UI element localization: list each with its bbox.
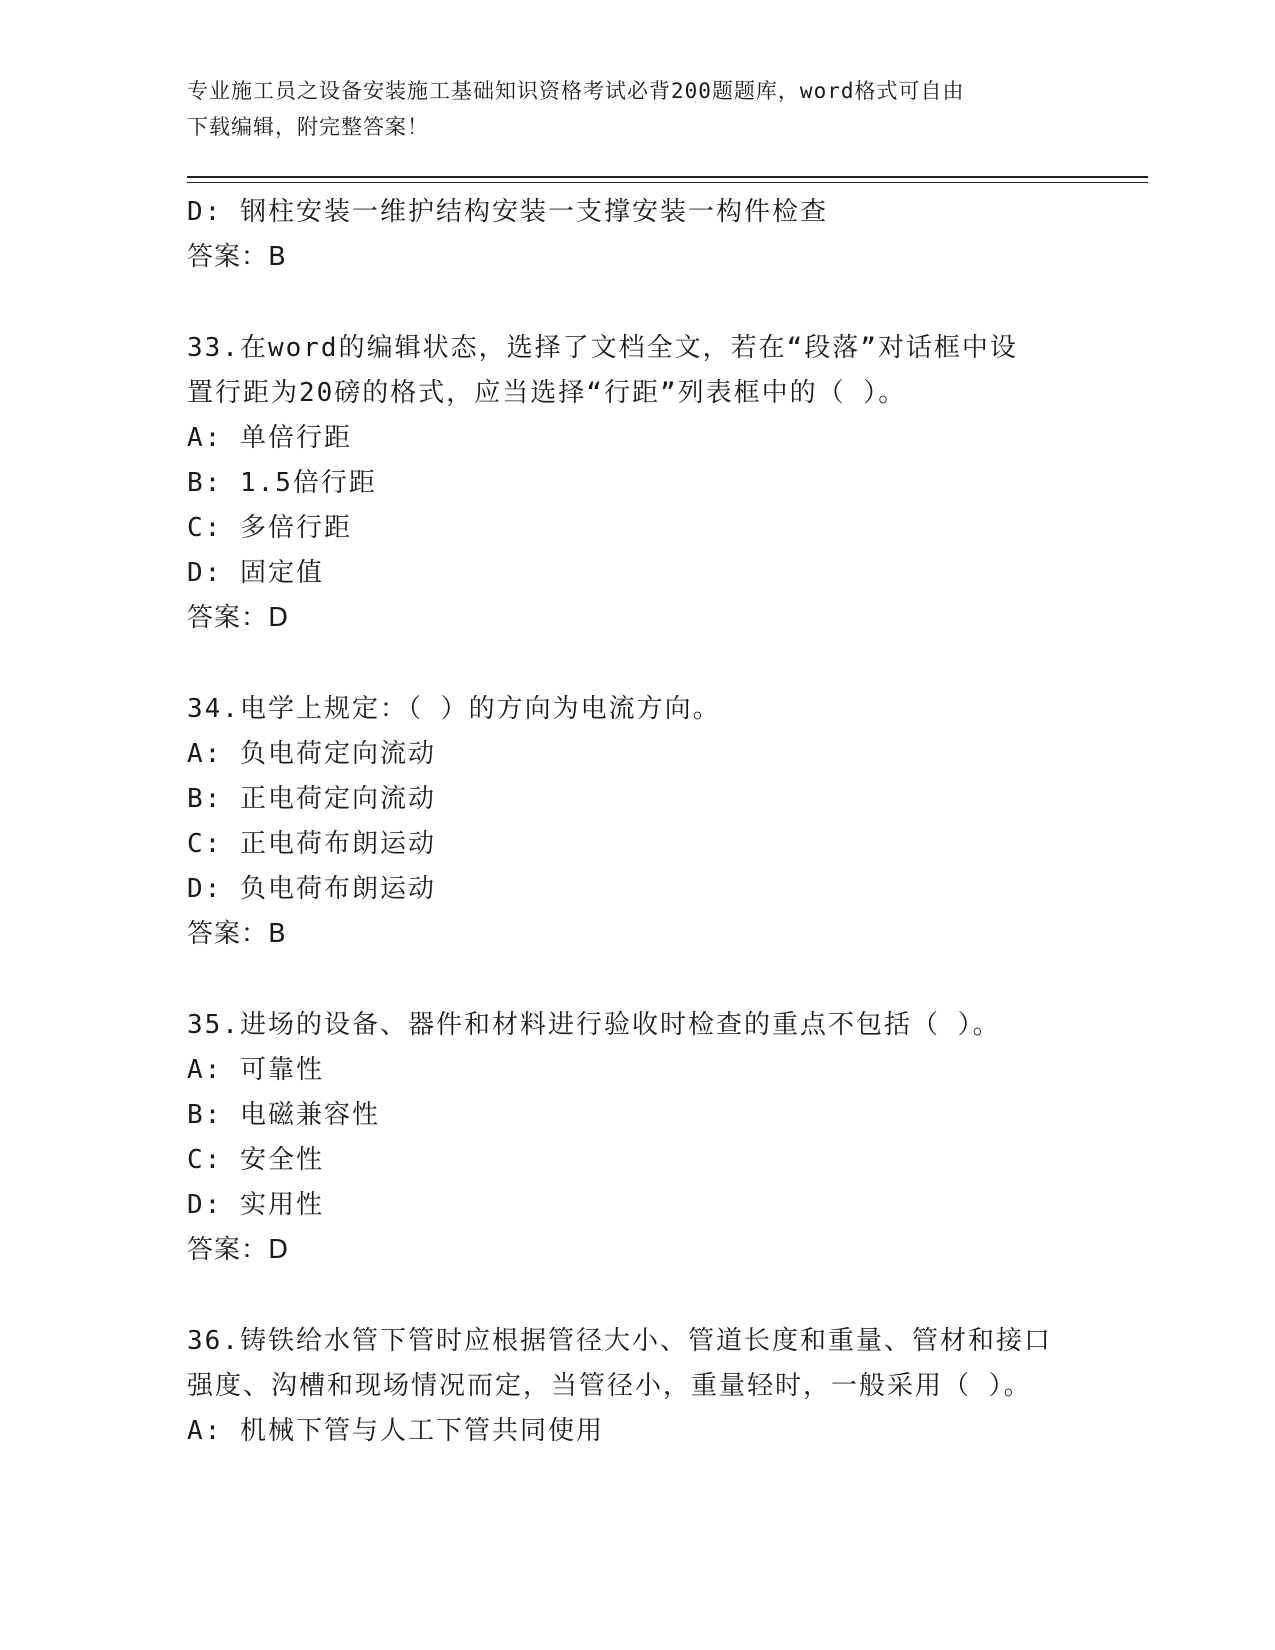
question-text-line: 35.进场的设备、器件和材料进行验收时检查的重点不包括（ ）。 bbox=[187, 1010, 1001, 1040]
option-a: A: 可靠性 bbox=[187, 1055, 324, 1085]
answer: 答案：B bbox=[187, 919, 287, 949]
answer: 答案：D bbox=[187, 1235, 290, 1265]
header-divider-thin bbox=[187, 182, 1148, 183]
question-text-line: 33.在word的编辑状态，选择了文档全文，若在“段落”对话框中设 bbox=[187, 333, 1018, 363]
q32-option-d: D: 钢柱安装一维护结构安装一支撑安装一构件检查 bbox=[187, 197, 828, 227]
question-spacer bbox=[187, 957, 1087, 1003]
question-text-line: 强度、沟槽和现场情况而定，当管径小，重量轻时，一般采用（ ）。 bbox=[187, 1371, 1032, 1401]
option-b: B: 正电荷定向流动 bbox=[187, 784, 436, 814]
answer: 答案：D bbox=[187, 603, 290, 633]
option-b: B: 1.5倍行距 bbox=[187, 468, 377, 498]
question-text-line: 置行距为20磅的格式，应当选择“行距”列表框中的（ ）。 bbox=[187, 378, 907, 408]
option-a: A: 机械下管与人工下管共同使用 bbox=[187, 1416, 604, 1446]
header-line-1: 专业施工员之设备安装施工基础知识资格考试必背200题题库，word格式可自由 bbox=[187, 79, 965, 103]
document-body bbox=[187, 190, 1087, 1454]
option-c: C: 安全性 bbox=[187, 1145, 324, 1175]
option-d: D: 实用性 bbox=[187, 1190, 324, 1220]
option-b: B: 电磁兼容性 bbox=[187, 1100, 380, 1130]
question-34 bbox=[187, 687, 1087, 957]
header-divider-thick bbox=[187, 176, 1148, 178]
question-spacer bbox=[187, 1273, 1087, 1319]
document-header bbox=[187, 73, 1067, 145]
question-36 bbox=[187, 1319, 1087, 1454]
question-35 bbox=[187, 1003, 1087, 1273]
question-text-line: 36.铸铁给水管下管时应根据管径大小、管道长度和重量、管材和接口 bbox=[187, 1326, 1052, 1356]
q32-answer: 答案：B bbox=[187, 242, 287, 272]
header-line-2: 下载编辑，附完整答案！ bbox=[187, 115, 429, 139]
option-d: D: 负电荷布朗运动 bbox=[187, 874, 436, 904]
option-d: D: 固定值 bbox=[187, 558, 324, 588]
option-c: C: 多倍行距 bbox=[187, 513, 352, 543]
option-a: A: 负电荷定向流动 bbox=[187, 739, 436, 769]
question-text-line: 34.电学上规定：（ ）的方向为电流方向。 bbox=[187, 694, 721, 724]
option-c: C: 正电荷布朗运动 bbox=[187, 829, 436, 859]
question-33 bbox=[187, 326, 1087, 641]
question-spacer bbox=[187, 641, 1087, 687]
question-spacer bbox=[187, 280, 1087, 326]
option-a: A: 单倍行距 bbox=[187, 423, 352, 453]
